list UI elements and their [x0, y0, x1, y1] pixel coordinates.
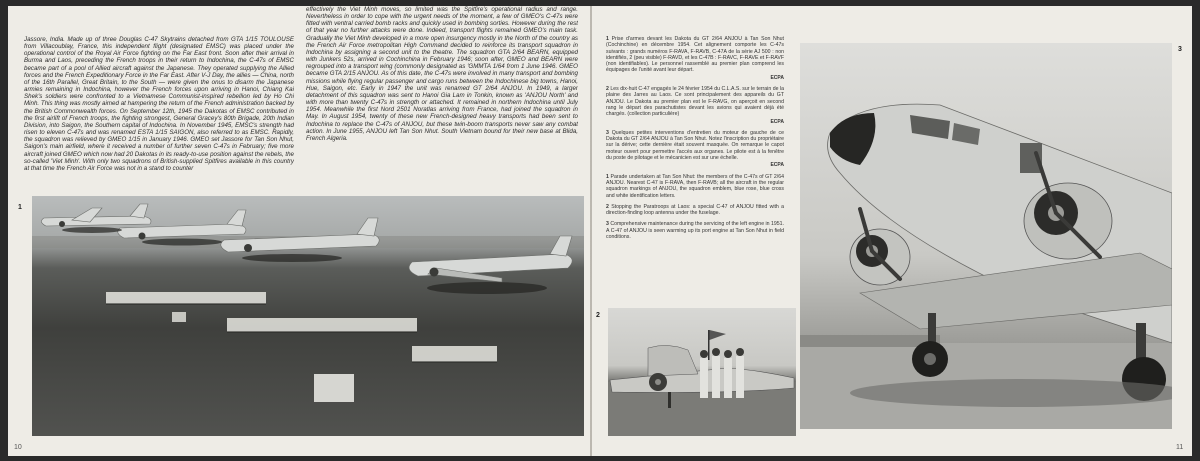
photo-dakota-with-crew [608, 308, 796, 436]
caption-text: Stopping the Paratroops at Laos: a special C-47 of ANJOU fitted with a direction-finding loop antenna under the fuselage. [606, 203, 784, 217]
caption-number: 2 [606, 86, 609, 93]
photo-1-number: 1 [18, 204, 22, 211]
caption-column [606, 36, 784, 308]
left-page-column-2: effectively the Viet Minh moves, so limited was the Spitfire's operational radius and range. Nevertheless in order to cope with the urgent needs of the moment, a few of GMEO's C-47s were fitted with ventral carried bomb racks and quickly used in bombing sorties. However during the rest of that year no further attacks were done. Indeed, transport flights remained GMEO's main task. Gradually the Viet Minh developed in a more open insurgency mostly in the North of the country as the French Air Force metropolitan High Command decided to reinforce its transport squadron in Indochina by assigning a second unit to the theatre. The squadron GTA 2/64 BEARN, equipped with Junkers 52s, arrived in Cochinchina in February 1946; soon after, GMEO and BEARN were regrouped into a transport wing (commonly designated as 'GMMTA 1/64 from 1 June 1946. GMEO became GTA 2/15 ANJOU. As of this date, the C-47s were involved in many transport and bombing missions while flying regular passenger and cargo runs between the Indochinese big towns, Hanoi, Hue, Saigon, etc. Early in 1947 the unit was renamed GT 2/64 ANJOU. In 1949, a larger detachment of this squadron was sent to Hanoi Gia Lam in Tonkin, known as 'ANJOU North' and with more than twenty C-47s in strength or attached. It remained in northern Indochina until July 1954. Meanwhile the first Nord 2501 Noratlas arriving from France, had joined the squadron in May. In August 1954, twenty of these new French-designed heavy transports had been sent to Indochina to replace the C-47s of ANJOU, but these twin-boom transports never saw any combat action. In June 1955, ANJOU left Tan Son Nhut. South Vietnam bound for their new base at Blida, French Algeria. [306, 6, 578, 142]
caption-number: 2 [606, 203, 609, 210]
photo-dakota-nose-closeup [800, 43, 1172, 429]
caption-source: ECPA [770, 162, 784, 169]
caption-source: ECPA [770, 74, 784, 81]
caption-text: Parade undertaken at Tan Son Nhut: the members of the C-47s of GT 2/64 ANJOU. Nearest C-47 is F-RAVA, then F-RAVB; all the aircraft in the regular squadron markings of ANJOU, the squadron emblem, blue rose, blue cross and white identification letters. [606, 173, 784, 199]
photo-2-number: 2 [596, 312, 600, 319]
left-page [8, 6, 590, 456]
photo-3-number: 3 [1178, 46, 1182, 53]
dakota-crew-illustration [608, 308, 796, 436]
caption-fr-3 [606, 130, 784, 169]
caption-en-2 [606, 204, 784, 217]
caption-text: Les dix-huit C-47 engagés le 24 février 1954 du C.L.A.S. sur le terrain de la plaine des Jarres au Laos. Ce sont principalement des appareils du GT ANJOU. Le Dakota au premier plan est le F-RAVG, on aperçoit en second rang le départ des parachutistes devant les avions qui avaient déjà été chargés. (collection particulière) [606, 86, 784, 118]
dakota-lineup-illustration [32, 196, 584, 436]
page-number-left: 10 [14, 444, 22, 451]
right-page [592, 6, 1192, 456]
caption-number: 1 [606, 173, 609, 180]
caption-number: 1 [606, 36, 609, 42]
caption-text: Quelques petites interventions d'entretien du moteur de gauche de ce Dakota du GT 2/64 ANJOU à Tan Son Nhut. Notez l'inscription du propriétaire sur la dérive; cette dernière était souvent masquée. On remarque le capot moteur ouvert pour permettre l'accès aux organes. Le pilote est à la fenêtre du poste de pilotage et le mécanicien est sur une échelle. [606, 129, 784, 162]
dakota-nose-illustration [800, 43, 1172, 429]
caption-text: Comprehensive maintenance during the servicing of the left engine in 1951. A C-47 of ANJOU is seen warming up its port engine at Tan Son Nhut in field conditions. [606, 221, 784, 241]
left-page-column-1: Jassore, India. Made up of three Douglas C-47 Skytrains detached from GTA 1/15 TOULOUSE from Villacoublay, France, this independent flight (designated EMSC) was placed under the operational control of the Royal Air Force fighting on the Far East front. Soon after their arrival in Burma and Laos, preceding the French troops in their return to Indochina, the C-47s of EMSC became part of a pool of Allied aircraft against the Japanese. They operated supplying the Allied forces and the French Expeditionary Force in the Far East. After V-J Day, the allies — China, north of the 16th Parallel, Great Britain, to the South — were given the onus to disarm the Japanese armies remaining in Indochina, however the French forces upon arriving in Hanoi, Chiang Kai Shek's soldiers were confronted to a Vietnamese Communist-inspired rebellion led by Ho Chi Minh. This thing was mostly aimed at hampering the return of the French administration backed by the British Commonwealth forces. On September 12th, 1945 the Dakotas of EMSC contributed in the first airlift of French troops, the fighting strongest, General Gracey's 80th Brigade, 20th Indian Division, into Saigon, the Southern capital of Indochina. In November 1945, EMSC's strength had risen to eleven C-47s and was renamed ESTA 1/15 SAIGON, also referred to as EMSC. Rapidly, the squadron was relieved by GMEO 1/15 in January 1946. GMEO set Jassore for Tan Son Nhut, Saigon's main airfield, where it received a number of further seven C-47s in February; five more aircraft joined GMEO which now had 20 Dakotas in its ready-to-use position against the rebels, the so-called 'Viet Minh'. With only two squadrons of British-supplied Spitfires available in this country at that time the French Air Force was not in a stand to counter [24, 36, 294, 172]
caption-number: 3 [606, 129, 609, 136]
caption-number: 3 [606, 221, 609, 228]
caption-fr-1 [606, 36, 784, 81]
caption-text: Prise d'armes devant les Dakota du GT 2/64 ANJOU à Tan Son Nhut (Cochinchine) en décembre 1954. Cet alignement comporte les C-47s suivants : grands numéros F-RAVA, F-RAVB, C-47A de la série AJ 500 : non identifiés, 2 (peu visible) F-RAVD, et les C-47B : F-RAVC, F-RAVE et F-RAVF (non identifiables). Le personnel rassemblé au premier plan comprend les équipages de l'unité avant leur départ. [606, 36, 784, 74]
photo-dakota-lineup-parade [32, 196, 584, 436]
caption-en-1 [606, 174, 784, 199]
caption-en-3 [606, 221, 784, 240]
caption-fr-2 [606, 86, 784, 125]
caption-source: ECPA [770, 118, 784, 125]
page-number-right: 11 [1176, 444, 1184, 451]
